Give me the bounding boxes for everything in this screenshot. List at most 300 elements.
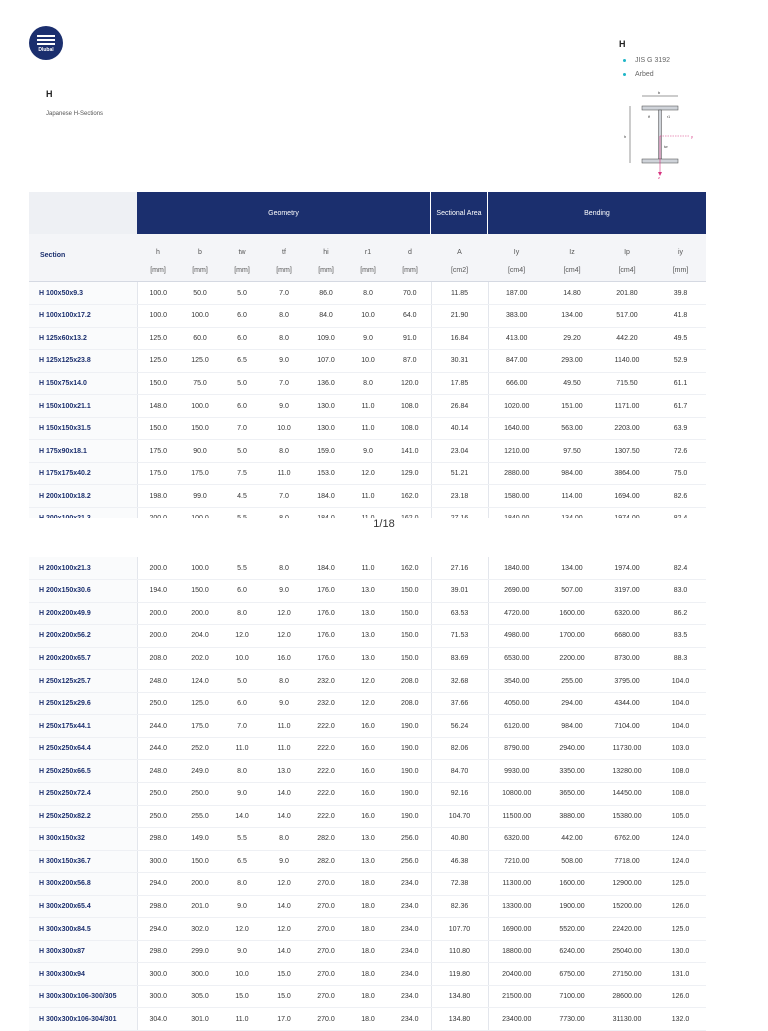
value-cell: 13280.00	[599, 760, 655, 783]
value-cell: 294.0	[137, 873, 179, 896]
value-cell: 10.0	[221, 647, 263, 670]
value-cell: 72.6	[655, 440, 706, 463]
value-cell: 6680.00	[599, 625, 655, 648]
value-cell: 8.0	[263, 440, 305, 463]
value-cell: 9.0	[221, 895, 263, 918]
value-cell: 134.80	[431, 1008, 488, 1031]
section-name-cell: H 175x90x18.1	[29, 440, 137, 463]
value-cell: 11730.00	[599, 737, 655, 760]
table-row	[29, 715, 706, 738]
value-cell: 3880.00	[545, 805, 599, 828]
value-cell: 13.0	[347, 828, 389, 851]
y-axis-label: y	[691, 134, 693, 139]
value-cell: 1210.00	[488, 440, 545, 463]
value-cell: 4980.00	[488, 625, 545, 648]
table-row	[29, 918, 706, 941]
value-cell: 162.0	[389, 485, 431, 508]
value-cell: 5.0	[221, 440, 263, 463]
value-cell: 83.5	[655, 625, 706, 648]
value-cell: 13.0	[347, 625, 389, 648]
value-cell: 222.0	[305, 805, 347, 828]
value-cell: 56.24	[431, 715, 488, 738]
value-cell: 12.0	[263, 873, 305, 896]
value-cell: 16.84	[431, 327, 488, 350]
section-name-cell: H 300x150x32	[29, 828, 137, 851]
value-cell: 104.0	[655, 670, 706, 693]
value-cell: 7.0	[263, 372, 305, 395]
value-cell: 984.00	[545, 715, 599, 738]
value-cell: 234.0	[389, 873, 431, 896]
section-name-cell: H 200x200x65.7	[29, 647, 137, 670]
section-name-cell: H 100x100x17.2	[29, 305, 137, 328]
value-cell: 300.0	[137, 850, 179, 873]
value-cell: 8.0	[263, 327, 305, 350]
properties-table-page2	[29, 557, 706, 1031]
value-cell: 282.0	[305, 828, 347, 851]
value-cell: 108.0	[389, 395, 431, 418]
bullet-icon	[623, 73, 626, 76]
value-cell: 11500.00	[488, 805, 545, 828]
value-cell: 208.0	[389, 670, 431, 693]
value-cell: 200.0	[179, 602, 221, 625]
value-cell: 442.20	[599, 327, 655, 350]
section-name-cell: H 250x250x82.2	[29, 805, 137, 828]
table-row	[29, 760, 706, 783]
section-name-cell: H 300x300x106-304/301	[29, 1008, 137, 1031]
value-cell: 30.31	[431, 350, 488, 373]
value-cell: 7100.00	[545, 985, 599, 1008]
value-cell: 1020.00	[488, 395, 545, 418]
section-name-cell: H 200x200x56.2	[29, 625, 137, 648]
value-cell: 2940.00	[545, 737, 599, 760]
value-cell: 6.5	[221, 350, 263, 373]
value-cell: 4720.00	[488, 602, 545, 625]
value-cell: 299.0	[179, 940, 221, 963]
column-unit: [mm]	[672, 267, 689, 274]
value-cell: 442.00	[545, 828, 599, 851]
table-row	[29, 692, 706, 715]
value-cell: 300.0	[137, 985, 179, 1008]
value-cell: 194.0	[137, 580, 179, 603]
value-cell: 255.00	[545, 670, 599, 693]
value-cell: 294.0	[137, 918, 179, 941]
value-cell: 130.0	[655, 940, 706, 963]
value-cell: 190.0	[389, 782, 431, 805]
value-cell: 270.0	[305, 1008, 347, 1031]
column-symbol: tf	[282, 249, 286, 256]
value-cell: 18.0	[347, 940, 389, 963]
value-cell: 201.80	[599, 282, 655, 305]
value-cell: 250.0	[137, 805, 179, 828]
value-cell: 8.0	[221, 873, 263, 896]
value-cell: 12.0	[221, 625, 263, 648]
value-cell: 82.4	[655, 557, 706, 580]
value-cell: 2880.00	[488, 462, 545, 485]
value-cell: 8.0	[263, 670, 305, 693]
value-cell: 149.0	[179, 828, 221, 851]
dim-h-label: h	[624, 134, 627, 139]
value-cell: 8.0	[347, 282, 389, 305]
value-cell: 90.0	[179, 440, 221, 463]
value-cell: 11.0	[221, 737, 263, 760]
value-cell: 6762.00	[599, 828, 655, 851]
value-cell: 125.0	[655, 873, 706, 896]
value-cell: 1600.00	[545, 873, 599, 896]
value-cell: 18.0	[347, 1008, 389, 1031]
column-symbol: r1	[364, 249, 372, 256]
value-cell: 302.0	[179, 918, 221, 941]
value-cell: 21500.00	[488, 985, 545, 1008]
table-row	[29, 940, 706, 963]
value-cell: 61.7	[655, 395, 706, 418]
value-cell: 9.0	[263, 395, 305, 418]
value-cell: 72.38	[431, 873, 488, 896]
value-cell: 12.0	[263, 918, 305, 941]
value-cell: 70.0	[389, 282, 431, 305]
table-row	[29, 963, 706, 986]
value-cell: 11300.00	[488, 873, 545, 896]
section-name-cell: H 300x300x106-300/305	[29, 985, 137, 1008]
value-cell: 29.20	[545, 327, 599, 350]
value-cell: 270.0	[305, 940, 347, 963]
value-cell: 136.0	[305, 372, 347, 395]
properties-table-page1	[29, 282, 706, 531]
value-cell: 250.0	[179, 782, 221, 805]
value-cell: 184.0	[305, 485, 347, 508]
value-cell: 100.0	[179, 395, 221, 418]
value-cell: 63.53	[431, 602, 488, 625]
value-cell: 184.0	[305, 557, 347, 580]
document-subtitle: Japanese H-Sections	[46, 111, 104, 117]
value-cell: 15380.00	[599, 805, 655, 828]
value-cell: 6.0	[221, 327, 263, 350]
value-cell: 175.0	[137, 462, 179, 485]
value-cell: 126.0	[655, 895, 706, 918]
section-name-cell: H 150x150x31.5	[29, 417, 137, 440]
value-cell: 52.9	[655, 350, 706, 373]
value-cell: 15200.00	[599, 895, 655, 918]
value-cell: 7.0	[221, 715, 263, 738]
value-cell: 8.0	[263, 305, 305, 328]
value-cell: 99.0	[179, 485, 221, 508]
h-section-diagram	[620, 88, 700, 180]
value-cell: 3795.00	[599, 670, 655, 693]
value-cell: 248.0	[137, 670, 179, 693]
value-cell: 270.0	[305, 895, 347, 918]
section-name-cell: H 250x125x29.6	[29, 692, 137, 715]
value-cell: 300.0	[179, 963, 221, 986]
value-cell: 150.0	[179, 580, 221, 603]
value-cell: 190.0	[389, 805, 431, 828]
section-name-cell: H 125x60x13.2	[29, 327, 137, 350]
value-cell: 200.0	[179, 873, 221, 896]
value-cell: 3540.00	[488, 670, 545, 693]
group-bending: Bending	[488, 192, 706, 234]
value-cell: 17.0	[263, 1008, 305, 1031]
value-cell: 150.0	[389, 625, 431, 648]
value-cell: 12.0	[263, 625, 305, 648]
value-cell: 110.80	[431, 940, 488, 963]
value-cell: 88.3	[655, 647, 706, 670]
column-unit: [cm4]	[563, 267, 581, 274]
value-cell: 6530.00	[488, 647, 545, 670]
value-cell: 92.16	[431, 782, 488, 805]
value-cell: 300.0	[137, 963, 179, 986]
column-unit: [mm]	[192, 267, 208, 274]
dlubal-logo	[29, 26, 63, 60]
column-unit: [mm]	[276, 267, 292, 274]
value-cell: 413.00	[488, 327, 545, 350]
value-cell: 51.21	[431, 462, 488, 485]
value-cell: 150.0	[389, 580, 431, 603]
value-cell: 16900.00	[488, 918, 545, 941]
value-cell: 23.04	[431, 440, 488, 463]
table-row	[29, 895, 706, 918]
value-cell: 64.0	[389, 305, 431, 328]
value-cell: 104.0	[655, 692, 706, 715]
table-row	[29, 305, 706, 328]
group-geometry: Geometry	[137, 192, 431, 234]
value-cell: 1640.00	[488, 417, 545, 440]
value-cell: 84.70	[431, 760, 488, 783]
value-cell: 11.0	[263, 462, 305, 485]
value-cell: 3864.00	[599, 462, 655, 485]
column-header	[347, 244, 389, 280]
group-sectional-area: Sectional Area	[431, 192, 488, 234]
value-cell: 6750.00	[545, 963, 599, 986]
value-cell: 270.0	[305, 963, 347, 986]
value-cell: 270.0	[305, 985, 347, 1008]
value-cell: 270.0	[305, 918, 347, 941]
value-cell: 256.0	[389, 828, 431, 851]
column-symbol: hi	[323, 249, 329, 256]
section-name-cell: H 150x75x14.0	[29, 372, 137, 395]
value-cell: 250.0	[137, 782, 179, 805]
column-symbol: tw	[238, 249, 246, 256]
value-cell: 9.0	[263, 692, 305, 715]
value-cell: 517.00	[599, 305, 655, 328]
section-name-cell: H 250x125x25.7	[29, 670, 137, 693]
value-cell: 984.00	[545, 462, 599, 485]
value-cell: 175.0	[179, 715, 221, 738]
table-row	[29, 985, 706, 1008]
value-cell: 294.00	[545, 692, 599, 715]
value-cell: 14.0	[263, 895, 305, 918]
value-cell: 120.0	[389, 372, 431, 395]
value-cell: 176.0	[305, 647, 347, 670]
value-cell: 10800.00	[488, 782, 545, 805]
value-cell: 1307.50	[599, 440, 655, 463]
section-name-cell: H 300x300x87	[29, 940, 137, 963]
value-cell: 10.0	[347, 305, 389, 328]
table-row	[29, 350, 706, 373]
table-header	[29, 192, 706, 282]
value-cell: 49.50	[545, 372, 599, 395]
value-cell: 508.00	[545, 850, 599, 873]
value-cell: 46.38	[431, 850, 488, 873]
column-header	[599, 244, 655, 280]
value-cell: 100.0	[179, 557, 221, 580]
value-cell: 208.0	[137, 647, 179, 670]
value-cell: 10.0	[347, 350, 389, 373]
value-cell: 1974.00	[599, 557, 655, 580]
value-cell: 12.0	[221, 918, 263, 941]
table-row	[29, 417, 706, 440]
value-cell: 13.0	[347, 602, 389, 625]
value-cell: 60.0	[179, 327, 221, 350]
value-cell: 234.0	[389, 918, 431, 941]
value-cell: 14.0	[221, 805, 263, 828]
column-unit: [mm]	[234, 267, 250, 274]
value-cell: 222.0	[305, 760, 347, 783]
top-flange	[642, 106, 678, 110]
value-cell: 5.5	[221, 828, 263, 851]
value-cell: 9.0	[263, 850, 305, 873]
value-cell: 82.36	[431, 895, 488, 918]
value-cell: 18.0	[347, 873, 389, 896]
value-cell: 234.0	[389, 1008, 431, 1031]
value-cell: 105.0	[655, 805, 706, 828]
section-name-cell: H 150x100x21.1	[29, 395, 137, 418]
value-cell: 6.0	[221, 580, 263, 603]
value-cell: 9930.00	[488, 760, 545, 783]
document-title: H	[46, 89, 53, 99]
table-row	[29, 557, 706, 580]
value-cell: 125.0	[137, 327, 179, 350]
value-cell: 298.0	[137, 828, 179, 851]
table-row	[29, 580, 706, 603]
value-cell: 86.2	[655, 602, 706, 625]
value-cell: 8790.00	[488, 737, 545, 760]
value-cell: 9.0	[263, 350, 305, 373]
value-cell: 249.0	[179, 760, 221, 783]
value-cell: 17.85	[431, 372, 488, 395]
value-cell: 7718.00	[599, 850, 655, 873]
value-cell: 22420.00	[599, 918, 655, 941]
column-unit: [mm]	[318, 267, 334, 274]
value-cell: 8.0	[221, 602, 263, 625]
table-row	[29, 828, 706, 851]
column-header	[389, 244, 431, 280]
table-row	[29, 670, 706, 693]
value-cell: 7730.00	[545, 1008, 599, 1031]
column-unit: [cm4]	[507, 267, 526, 274]
column-symbol: iy	[677, 249, 684, 256]
value-cell: 18.0	[347, 963, 389, 986]
value-cell: 176.0	[305, 602, 347, 625]
section-name-cell: H 250x250x72.4	[29, 782, 137, 805]
column-unit: [cm2]	[450, 267, 469, 274]
value-cell: 256.0	[389, 850, 431, 873]
value-cell: 298.0	[137, 895, 179, 918]
value-cell: 8.0	[263, 828, 305, 851]
column-unit: [mm]	[150, 267, 166, 274]
value-cell: 8.0	[347, 372, 389, 395]
value-cell: 150.0	[389, 602, 431, 625]
column-header	[221, 244, 263, 280]
value-cell: 130.0	[305, 417, 347, 440]
value-cell: 4.5	[221, 485, 263, 508]
value-cell: 9.0	[263, 580, 305, 603]
value-cell: 176.0	[305, 580, 347, 603]
value-cell: 201.0	[179, 895, 221, 918]
column-header	[263, 244, 305, 280]
standard-item: Arbed	[623, 70, 670, 84]
value-cell: 129.0	[389, 462, 431, 485]
value-cell: 124.0	[655, 850, 706, 873]
value-cell: 100.0	[137, 305, 179, 328]
value-cell: 100.0	[137, 282, 179, 305]
value-cell: 151.00	[545, 395, 599, 418]
value-cell: 132.0	[655, 1008, 706, 1031]
section-family-title: H	[619, 39, 626, 49]
standards-list	[623, 56, 670, 84]
value-cell: 252.0	[179, 737, 221, 760]
value-cell: 14.0	[263, 782, 305, 805]
value-cell: 9.0	[347, 440, 389, 463]
value-cell: 7.5	[221, 462, 263, 485]
value-cell: 208.0	[389, 692, 431, 715]
value-cell: 18800.00	[488, 940, 545, 963]
value-cell: 63.9	[655, 417, 706, 440]
value-cell: 255.0	[179, 805, 221, 828]
column-header	[137, 244, 179, 280]
value-cell: 32.68	[431, 670, 488, 693]
value-cell: 3650.00	[545, 782, 599, 805]
table-row	[29, 462, 706, 485]
value-cell: 7210.00	[488, 850, 545, 873]
value-cell: 301.0	[179, 1008, 221, 1031]
value-cell: 12.0	[347, 670, 389, 693]
value-cell: 1140.00	[599, 350, 655, 373]
value-cell: 234.0	[389, 985, 431, 1008]
value-cell: 383.00	[488, 305, 545, 328]
value-cell: 222.0	[305, 737, 347, 760]
value-cell: 134.00	[545, 557, 599, 580]
value-cell: 5.0	[221, 670, 263, 693]
value-cell: 11.0	[347, 557, 389, 580]
value-cell: 187.00	[488, 282, 545, 305]
value-cell: 200.0	[137, 602, 179, 625]
table-row	[29, 873, 706, 896]
logo-bar	[37, 39, 55, 41]
value-cell: 14.0	[263, 805, 305, 828]
value-cell: 250.0	[137, 692, 179, 715]
value-cell: 13.0	[347, 647, 389, 670]
value-cell: 563.00	[545, 417, 599, 440]
column-header	[305, 244, 347, 280]
column-symbol: b	[198, 249, 202, 256]
value-cell: 104.70	[431, 805, 488, 828]
section-name-cell: H 250x250x64.4	[29, 737, 137, 760]
table-row	[29, 282, 706, 305]
value-cell: 304.0	[137, 1008, 179, 1031]
dim-r1-label: r1	[667, 115, 671, 119]
value-cell: 16.0	[347, 715, 389, 738]
column-header	[431, 244, 488, 280]
value-cell: 148.0	[137, 395, 179, 418]
value-cell: 39.01	[431, 580, 488, 603]
dim-tf-label: tf	[648, 115, 650, 119]
value-cell: 91.0	[389, 327, 431, 350]
column-header	[179, 244, 221, 280]
column-header	[655, 244, 706, 280]
page-2	[0, 563, 768, 1024]
standard-item: JIS G 3192	[623, 56, 670, 70]
value-cell: 15.0	[221, 985, 263, 1008]
value-cell: 190.0	[389, 760, 431, 783]
value-cell: 16.0	[347, 805, 389, 828]
